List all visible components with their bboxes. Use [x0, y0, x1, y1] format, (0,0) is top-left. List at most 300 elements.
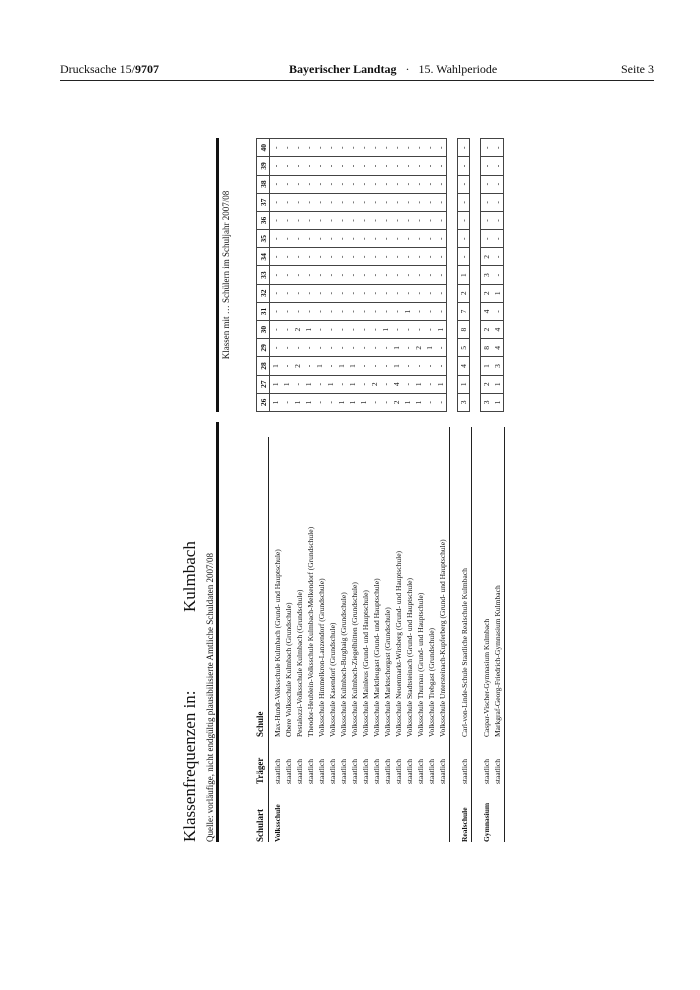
- table-cell: 1: [347, 357, 358, 375]
- table-cell: -: [358, 248, 369, 266]
- table-cell: -: [424, 357, 435, 375]
- table-row: [424, 139, 435, 412]
- table-cell: -: [380, 193, 391, 211]
- table-cell: -: [492, 139, 504, 157]
- table-cell: -: [314, 339, 325, 357]
- table-cell: -: [424, 321, 435, 339]
- table-cell: -: [380, 266, 391, 284]
- table-cell: -: [314, 230, 325, 248]
- table-cell: 1: [481, 357, 493, 375]
- table-cell: -: [424, 175, 435, 193]
- table-cell: -: [402, 375, 413, 393]
- table-cell: -: [458, 175, 470, 193]
- traeger-cell: staatlich: [284, 759, 293, 784]
- spacer: [360, 803, 371, 842]
- table-cell: -: [347, 157, 358, 175]
- header-center: Bayerischer Landtag · 15. Wahlperiode: [289, 62, 498, 76]
- table-cell: -: [270, 175, 282, 193]
- drucksache-label: Drucksache 15/9707: [60, 62, 159, 76]
- spacer: [316, 803, 327, 842]
- table-cell: 8: [481, 339, 493, 357]
- table-cell: -: [292, 248, 303, 266]
- school-name: Volksschule Kulmbach-Burghaig (Grundschule): [339, 592, 348, 737]
- table-cell: -: [325, 393, 336, 411]
- column-header: 26: [257, 393, 270, 411]
- table-cell: -: [347, 175, 358, 193]
- table-cell: 4: [391, 375, 402, 393]
- table-cell: -: [380, 248, 391, 266]
- school-name: Volksschule Kasendorf (Grundschule): [328, 622, 337, 737]
- table-cell: -: [358, 157, 369, 175]
- table-cell: -: [435, 211, 447, 229]
- table-cell: -: [424, 230, 435, 248]
- spacer: [437, 803, 448, 842]
- table-cell: 4: [458, 357, 470, 375]
- rotated-table-page: [180, 122, 520, 842]
- table-cell: -: [336, 266, 347, 284]
- column-header: 29: [257, 339, 270, 357]
- table-cell: -: [492, 266, 504, 284]
- table-cell: -: [292, 284, 303, 302]
- schulart-label: Realschule: [460, 807, 469, 842]
- table-cell: -: [281, 339, 292, 357]
- table-row: [391, 139, 402, 412]
- header-schulart: Schulart: [255, 808, 265, 842]
- section-gap: [447, 139, 458, 412]
- table-cell: -: [314, 193, 325, 211]
- grid-top-rule: [216, 138, 219, 412]
- table-cell: -: [281, 321, 292, 339]
- table-cell: -: [435, 393, 447, 411]
- traeger-cell: staatlich: [317, 759, 326, 784]
- table-cell: -: [314, 139, 325, 157]
- table-cell: 1: [270, 393, 282, 411]
- table-cell: -: [391, 230, 402, 248]
- table-cell: -: [358, 266, 369, 284]
- spacer: [382, 803, 393, 842]
- table-cell: -: [413, 266, 424, 284]
- table-cell: -: [424, 393, 435, 411]
- table-cell: -: [391, 302, 402, 320]
- table-row: [492, 139, 504, 412]
- table-cell: 1: [303, 393, 314, 411]
- table-cell: -: [303, 357, 314, 375]
- spacer: [492, 803, 503, 842]
- table-cell: -: [292, 230, 303, 248]
- section-rule: [504, 427, 505, 842]
- traeger-cell: staatlich: [383, 759, 392, 784]
- table-cell: -: [458, 230, 470, 248]
- table-cell: -: [391, 266, 402, 284]
- table-cell: -: [369, 357, 380, 375]
- table-cell: -: [380, 339, 391, 357]
- traeger-cell: staatlich: [416, 759, 425, 784]
- column-header: 32: [257, 284, 270, 302]
- table-cell: -: [303, 248, 314, 266]
- column-header-row: [257, 139, 270, 412]
- table-cell: -: [270, 321, 282, 339]
- table-cell: 1: [303, 321, 314, 339]
- table-cell: -: [303, 211, 314, 229]
- table-cell: -: [435, 302, 447, 320]
- table-row: [402, 139, 413, 412]
- traeger-cell: staatlich: [482, 759, 491, 784]
- table-row: [292, 139, 303, 412]
- traeger-cell: staatlich: [339, 759, 348, 784]
- table-cell: 2: [481, 248, 493, 266]
- spacer: [349, 803, 360, 842]
- school-name: Volksschule Marktschorgast (Grundschule): [383, 607, 392, 737]
- table-cell: -: [402, 248, 413, 266]
- table-cell: -: [380, 230, 391, 248]
- table-row: [413, 139, 424, 412]
- table-cell: 1: [413, 393, 424, 411]
- table-cell: 1: [435, 375, 447, 393]
- school-name: Volksschule Trebgast (Grundschule): [427, 627, 436, 737]
- table-cell: -: [336, 284, 347, 302]
- table-cell: -: [391, 193, 402, 211]
- table-cell: -: [481, 193, 493, 211]
- table-cell: -: [358, 139, 369, 157]
- schulart-label: Volksschule: [273, 804, 282, 842]
- table-cell: -: [424, 248, 435, 266]
- table-cell: -: [325, 357, 336, 375]
- table-cell: -: [358, 230, 369, 248]
- table-cell: -: [481, 139, 493, 157]
- table-row: [303, 139, 314, 412]
- traeger-cell: staatlich: [306, 759, 315, 784]
- table-cell: -: [369, 230, 380, 248]
- table-cell: -: [424, 302, 435, 320]
- table-cell: -: [413, 230, 424, 248]
- school-name: Max-Hundt-Volksschule Kulmbach (Grund- und Hauptschule): [273, 549, 282, 737]
- table-cell: -: [413, 321, 424, 339]
- page-header: [60, 62, 654, 81]
- table-row: [380, 139, 391, 412]
- table-cell: -: [358, 321, 369, 339]
- table-cell: -: [303, 302, 314, 320]
- table-cell: -: [369, 211, 380, 229]
- table-cell: -: [325, 139, 336, 157]
- table-cell: -: [347, 339, 358, 357]
- table-cell: -: [369, 266, 380, 284]
- table-cell: -: [281, 266, 292, 284]
- table-cell: -: [413, 302, 424, 320]
- table-cell: -: [336, 211, 347, 229]
- school-name: Pestalozzi-Volksschule Kulmbach (Grundschule): [295, 589, 304, 737]
- traeger-cell: staatlich: [328, 759, 337, 784]
- table-cell: -: [270, 302, 282, 320]
- table-cell: -: [435, 175, 447, 193]
- table-cell: -: [492, 230, 504, 248]
- frequency-table: [256, 138, 504, 412]
- table-cell: -: [424, 284, 435, 302]
- section-gap: [470, 139, 481, 412]
- table-cell: 1: [336, 357, 347, 375]
- table-cell: -: [413, 157, 424, 175]
- column-header: 31: [257, 302, 270, 320]
- schule-column: [272, 527, 503, 737]
- table-cell: 3: [492, 357, 504, 375]
- table-cell: -: [325, 302, 336, 320]
- table-cell: -: [435, 139, 447, 157]
- table-cell: -: [481, 175, 493, 193]
- column-header: 27: [257, 375, 270, 393]
- table-cell: -: [391, 321, 402, 339]
- table-cell: -: [303, 139, 314, 157]
- school-name: Markgraf-Georg-Friedrich-Gymnasium Kulmbach: [493, 585, 502, 737]
- table-cell: -: [347, 321, 358, 339]
- table-cell: -: [325, 266, 336, 284]
- traeger-cell: staatlich: [405, 759, 414, 784]
- table-cell: 1: [314, 357, 325, 375]
- table-cell: 3: [481, 266, 493, 284]
- table-cell: 1: [492, 393, 504, 411]
- column-header: 28: [257, 357, 270, 375]
- table-cell: 2: [369, 375, 380, 393]
- table-cell: -: [413, 357, 424, 375]
- table-cell: -: [481, 157, 493, 175]
- table-cell: -: [336, 375, 347, 393]
- table-cell: -: [435, 248, 447, 266]
- table-cell: -: [413, 139, 424, 157]
- school-name: Volksschule Himmelkron-Lanzendorf (Grundschule): [317, 578, 326, 737]
- table-cell: -: [380, 357, 391, 375]
- table-cell: -: [270, 284, 282, 302]
- table-cell: -: [391, 284, 402, 302]
- table-cell: -: [347, 193, 358, 211]
- table-cell: -: [380, 211, 391, 229]
- traeger-cell: staatlich: [438, 759, 447, 784]
- table-cell: -: [347, 139, 358, 157]
- table-cell: -: [413, 193, 424, 211]
- school-name: Volksschule Marktleugast (Grund- und Hauptschule): [372, 578, 381, 737]
- table-cell: -: [303, 157, 314, 175]
- table-cell: 1: [270, 375, 282, 393]
- column-header: 35: [257, 230, 270, 248]
- table-cell: 1: [492, 375, 504, 393]
- table-cell: -: [325, 284, 336, 302]
- table-cell: -: [402, 211, 413, 229]
- table-cell: -: [481, 230, 493, 248]
- table-cell: 2: [481, 375, 493, 393]
- table-cell: -: [358, 175, 369, 193]
- table-cell: -: [336, 157, 347, 175]
- table-cell: 7: [458, 302, 470, 320]
- table-cell: -: [424, 193, 435, 211]
- table-cell: 1: [458, 375, 470, 393]
- table-cell: -: [435, 193, 447, 211]
- table-cell: -: [413, 284, 424, 302]
- table-row: [358, 139, 369, 412]
- table-cell: -: [281, 302, 292, 320]
- table-cell: -: [402, 175, 413, 193]
- schulart-column: [272, 803, 503, 842]
- table-row: [314, 139, 325, 412]
- table-cell: -: [358, 302, 369, 320]
- table-cell: -: [358, 211, 369, 229]
- table-cell: -: [369, 157, 380, 175]
- table-cell: -: [336, 193, 347, 211]
- table-cell: 2: [292, 321, 303, 339]
- table-cell: -: [481, 211, 493, 229]
- table-cell: -: [380, 157, 391, 175]
- table-cell: -: [314, 266, 325, 284]
- traeger-cell: staatlich: [295, 759, 304, 784]
- column-header: 40: [257, 139, 270, 157]
- table-cell: -: [325, 339, 336, 357]
- table-cell: -: [270, 248, 282, 266]
- table-cell: -: [292, 302, 303, 320]
- table-cell: -: [292, 211, 303, 229]
- table-cell: -: [391, 139, 402, 157]
- table-cell: -: [314, 211, 325, 229]
- table-cell: -: [369, 175, 380, 193]
- table-cell: -: [281, 230, 292, 248]
- table-cell: 2: [391, 393, 402, 411]
- city-name: Kulmbach: [180, 541, 199, 612]
- school-name: Volksschule Stadtsteinach (Grund- und Hauptschule): [405, 578, 414, 737]
- table-row: [336, 139, 347, 412]
- table-cell: -: [336, 248, 347, 266]
- table-cell: -: [492, 175, 504, 193]
- table-cell: 1: [336, 393, 347, 411]
- table-cell: -: [325, 193, 336, 211]
- table-cell: -: [314, 302, 325, 320]
- table-cell: -: [314, 175, 325, 193]
- section-rule: [471, 427, 472, 842]
- table-cell: -: [424, 375, 435, 393]
- table-cell: 1: [435, 321, 447, 339]
- table-cell: -: [325, 230, 336, 248]
- table-cell: -: [369, 284, 380, 302]
- spacer: [283, 803, 294, 842]
- table-cell: -: [314, 375, 325, 393]
- table-cell: -: [303, 284, 314, 302]
- spacer: [393, 803, 404, 842]
- table-cell: 1: [270, 357, 282, 375]
- table-cell: -: [281, 357, 292, 375]
- table-row: [458, 139, 470, 412]
- table-cell: -: [435, 157, 447, 175]
- table-cell: -: [402, 139, 413, 157]
- spacer: [426, 803, 437, 842]
- traeger-cell: staatlich: [273, 759, 282, 784]
- table-cell: -: [458, 157, 470, 175]
- table-row: [270, 139, 282, 412]
- traeger-cell: staatlich: [394, 759, 403, 784]
- table-cell: -: [492, 211, 504, 229]
- table-cell: -: [358, 193, 369, 211]
- table-cell: -: [358, 375, 369, 393]
- table-cell: -: [380, 375, 391, 393]
- table-cell: -: [413, 211, 424, 229]
- table-cell: -: [380, 139, 391, 157]
- table-cell: -: [424, 266, 435, 284]
- spacer: [338, 803, 349, 842]
- table-cell: -: [325, 211, 336, 229]
- school-name: Volksschule Mainleus (Grund- und Hauptschule): [361, 590, 370, 737]
- table-row: [369, 139, 380, 412]
- table-cell: -: [270, 193, 282, 211]
- table-cell: -: [402, 284, 413, 302]
- table-cell: -: [380, 393, 391, 411]
- table-cell: -: [336, 339, 347, 357]
- table-cell: -: [303, 266, 314, 284]
- table-cell: -: [314, 157, 325, 175]
- table-cell: -: [358, 284, 369, 302]
- table-cell: 1: [347, 393, 358, 411]
- table-cell: -: [303, 339, 314, 357]
- table-cell: 5: [458, 339, 470, 357]
- table-cell: -: [303, 193, 314, 211]
- spacer: [404, 803, 415, 842]
- table-cell: -: [270, 139, 282, 157]
- column-header: 36: [257, 211, 270, 229]
- table-cell: -: [369, 193, 380, 211]
- table-cell: -: [435, 266, 447, 284]
- table-cell: -: [435, 230, 447, 248]
- table-cell: -: [270, 266, 282, 284]
- table-cell: -: [358, 339, 369, 357]
- table-cell: 1: [413, 375, 424, 393]
- table-cell: -: [369, 393, 380, 411]
- table-cell: -: [391, 157, 402, 175]
- table-cell: -: [413, 248, 424, 266]
- table-cell: 8: [458, 321, 470, 339]
- table-cell: -: [458, 248, 470, 266]
- table-row: [481, 139, 493, 412]
- table-cell: -: [347, 211, 358, 229]
- table-cell: -: [325, 157, 336, 175]
- table-cell: -: [369, 302, 380, 320]
- spacer: [327, 803, 338, 842]
- table-cell: -: [369, 248, 380, 266]
- table-cell: -: [292, 339, 303, 357]
- table-cell: -: [358, 357, 369, 375]
- table-cell: -: [492, 248, 504, 266]
- table-cell: -: [292, 139, 303, 157]
- section-rule: [449, 427, 450, 842]
- table-cell: -: [369, 321, 380, 339]
- table-cell: 1: [358, 393, 369, 411]
- table-cell: -: [347, 266, 358, 284]
- table-cell: -: [303, 230, 314, 248]
- table-cell: 4: [481, 302, 493, 320]
- table-cell: -: [292, 375, 303, 393]
- table-cell: -: [281, 157, 292, 175]
- table-cell: -: [424, 139, 435, 157]
- table-cell: 1: [303, 375, 314, 393]
- table-cell: -: [292, 175, 303, 193]
- table-cell: -: [281, 175, 292, 193]
- table-cell: -: [292, 193, 303, 211]
- traeger-cell: staatlich: [361, 759, 370, 784]
- table-cell: -: [314, 248, 325, 266]
- table-cell: -: [391, 248, 402, 266]
- schulart-label: Gymnasium: [482, 802, 491, 842]
- table-cell: 1: [281, 375, 292, 393]
- table-cell: -: [347, 230, 358, 248]
- table-row: [435, 139, 447, 412]
- table-cell: 1: [325, 375, 336, 393]
- table-cell: -: [413, 175, 424, 193]
- traeger-cell: staatlich: [427, 759, 436, 784]
- table-cell: 1: [391, 357, 402, 375]
- table-cell: -: [270, 339, 282, 357]
- traeger-column: [272, 759, 503, 784]
- table-cell: -: [314, 321, 325, 339]
